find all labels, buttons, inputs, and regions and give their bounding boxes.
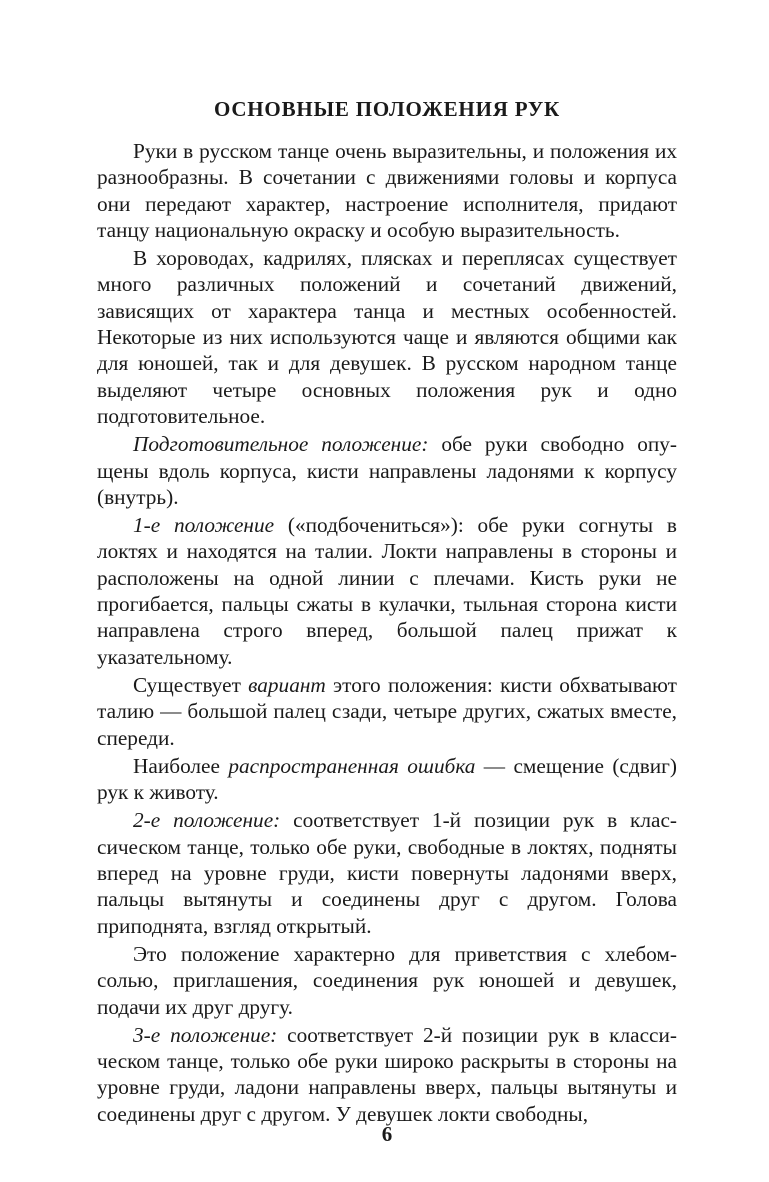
paragraph-variant: Существует вариант этого положения: кисти обхватывают талию — большой палец сзади, четыре других, сжатых вместе, спереди. [97, 672, 677, 750]
paragraph-position-1: 1-е положение («подбочениться»): обе руки согнуты в локтях и находятся на талии. Локти направлены в стороны и расположены на одной линии с плечами. Кисть руки не прогибается, пальцы сжаты в кулачки, тыльная сторона кисти направлена строго вперед, большой палец прижат к указательному. [97, 513, 677, 669]
section-title: ОСНОВНЫЕ ПОЛОЖЕНИЯ РУК [213, 97, 561, 121]
paragraph-position-3: 3-е положение: соответствует 2-й позиции рук в классическом танце, только обе руки широко раскрыты в стороны на уровне груди, ладони направлены вверх, пальцы вытянуты и соединены друг с другом. У девушек локти свободны, [97, 1022, 677, 1126]
paragraph-common-mistake: Наиболее распространенная ошибка — смещение (сдвиг) рук к животу. [97, 753, 677, 805]
paragraph-position-2: 2-е положение: соответствует 1-й позиции рук в классическом танце, только обе руки, свободные в локтях, подняты вперед на уровне груди, кисти повернуты ладонями вверх, пальцы вытянуты и соединены друг с другом. Голова приподнята, взгляд открытый. [97, 808, 677, 938]
paragraph-preparatory-position: Подготовительное положение: обе руки свободно опущены вдоль корпуса, кисти направлены ладонями к корпусу (внутрь). [97, 432, 677, 509]
term-preparatory-position: Подготовительное положение: [133, 432, 429, 457]
term-common-mistake: распространенная ошибка [228, 753, 476, 778]
page-number: 6 [381, 1122, 393, 1146]
paragraph-intro: Руки в русском танце очень выразительны, и положения их разнообразны. В сочетании с движениями головы и корпуса они передают характер, настроение исполнителя, придают танцу национальную окраску и особую выразительность. [97, 139, 677, 242]
body-text [97, 138, 677, 1127]
book-page [97, 0, 677, 1146]
paragraph-round-dances: В хороводах, кадрилях, плясках и переплясах существует много различных положений и сочетаний движений, зависящих от характера танца и местных особенностей. Некоторые из них используются чаще и являются общими как для юношей, так и для девушек. В русском народном танце выделяют четыре основных положения рук и одно подготовительное. [97, 246, 677, 428]
term-position-1: 1-е положение [133, 513, 275, 538]
paragraph-greeting: Это положение характерно для приветствия с хлебом-солью, приглашения, соединения рук юношей и девушек, подачи их друг другу. [97, 941, 677, 1019]
term-variant: вариант [248, 672, 326, 697]
term-position-3: 3-е положение: [133, 1022, 278, 1047]
term-position-2: 2-е положение: [133, 808, 281, 833]
